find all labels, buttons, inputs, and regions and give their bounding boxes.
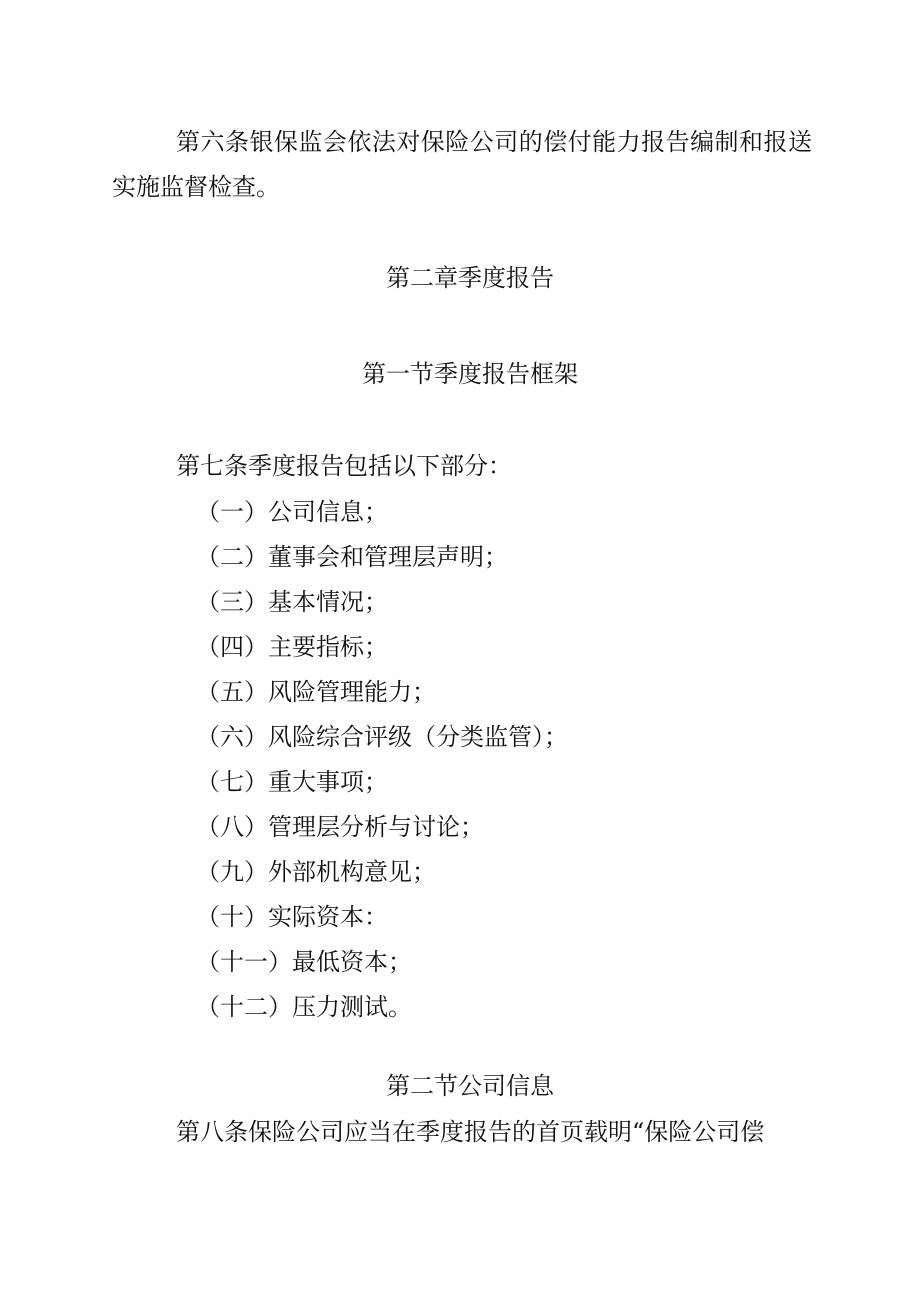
list-item: （五）风险管理能力； [196, 678, 436, 706]
article-6-paragraph: 第六条银保监会依法对保险公司的偿付能力报告编制和报送实施监督检查。 [112, 128, 812, 201]
article-7-list [196, 490, 568, 1030]
list-item: （十）实际资本： [196, 903, 388, 931]
chapter-2-heading: 第二章季度报告 [386, 264, 554, 292]
article-8-paragraph: 第八条保险公司应当在季度报告的首页载明“保险公司偿 [176, 1118, 765, 1146]
list-item: （十二）压力测试。 [196, 993, 412, 1021]
list-item: （二）董事会和管理层声明； [196, 543, 508, 571]
list-item: （四）主要指标； [196, 633, 388, 661]
list-item: （十一）最低资本； [196, 948, 412, 976]
list-item: （六）风险综合评级（分类监管）； [196, 723, 568, 751]
list-item: （九）外部机构意见； [196, 858, 436, 886]
list-item: （八）管理层分析与讨论； [196, 813, 484, 841]
list-item: （七）重大事项； [196, 768, 388, 796]
article-7-intro: 第七条季度报告包括以下部分： [176, 452, 512, 480]
list-item: （三）基本情况； [196, 588, 388, 616]
list-item: （一）公司信息； [196, 498, 388, 526]
section-1-heading: 第一节季度报告框架 [362, 360, 578, 388]
section-2-heading: 第二节公司信息 [386, 1072, 554, 1100]
